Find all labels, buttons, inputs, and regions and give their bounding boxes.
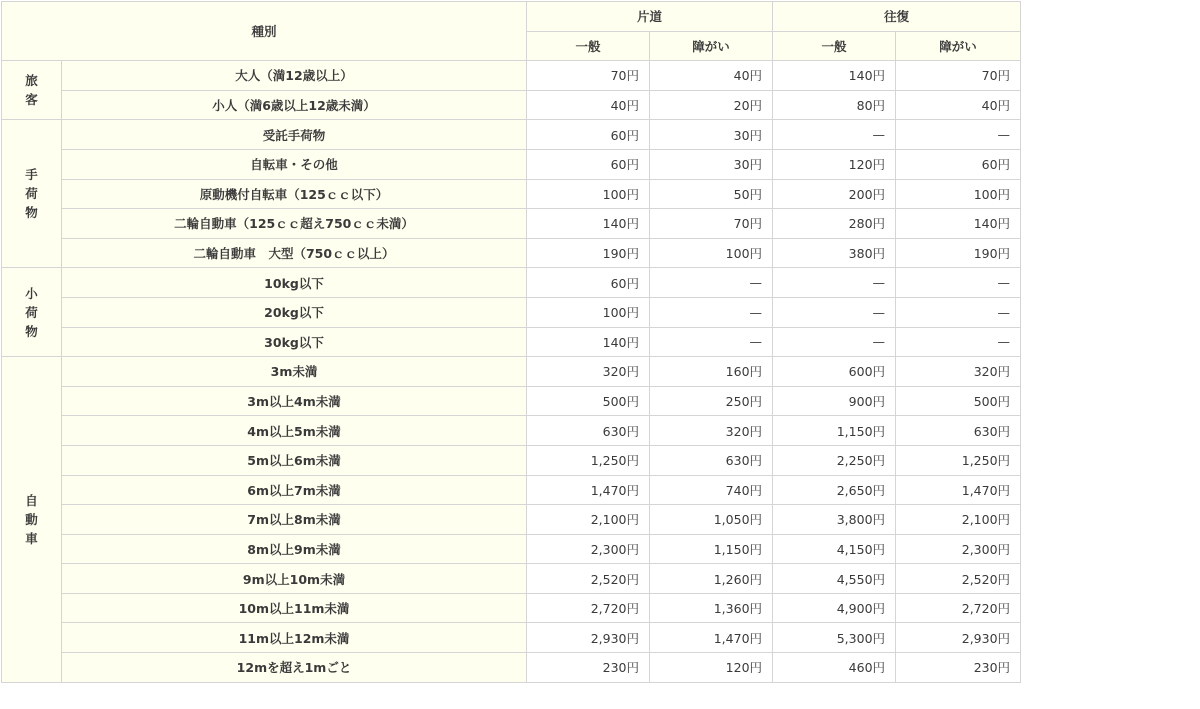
- one-way-general-fare: 1,470円: [527, 475, 650, 505]
- row-label: 11m以上12m未満: [62, 623, 527, 653]
- one-way-general-fare: 500円: [527, 386, 650, 416]
- round-trip-general-fare: 280円: [773, 209, 896, 239]
- one-way-general-fare: 100円: [527, 297, 650, 327]
- round-trip-header: 往復: [773, 2, 1021, 32]
- fare-table: [1, 1, 1021, 683]
- category-cell: [2, 268, 62, 357]
- one-way-general-fare: 60円: [527, 120, 650, 150]
- one-way-general-fare: 320円: [527, 357, 650, 387]
- one-way-disabled-fare: —: [650, 297, 773, 327]
- category-char: 車: [25, 530, 38, 546]
- one-way-general-fare: 40円: [527, 90, 650, 120]
- table-row: [2, 416, 1021, 446]
- one-way-disabled-fare: 30円: [650, 149, 773, 179]
- round-trip-disabled-header: 障がい: [896, 31, 1021, 61]
- one-way-general-fare: 70円: [527, 61, 650, 91]
- one-way-disabled-fare: 70円: [650, 209, 773, 239]
- category-char: 動: [25, 511, 38, 527]
- table-row: [2, 653, 1021, 683]
- one-way-disabled-fare: 50円: [650, 179, 773, 209]
- table-row: [2, 534, 1021, 564]
- round-trip-general-fare: —: [773, 297, 896, 327]
- round-trip-disabled-fare: —: [896, 327, 1021, 357]
- round-trip-general-fare: —: [773, 327, 896, 357]
- row-label: 二輪自動車（125ｃｃ超え750ｃｃ未満）: [62, 209, 527, 239]
- category-char: 物: [25, 205, 38, 221]
- round-trip-disabled-fare: 1,250円: [896, 445, 1021, 475]
- one-way-general-fare: 1,250円: [527, 445, 650, 475]
- category-char: 物: [25, 323, 38, 339]
- row-label: 自転車・その他: [62, 149, 527, 179]
- one-way-disabled-fare: 1,260円: [650, 564, 773, 594]
- table-row: [2, 445, 1021, 475]
- row-label: 4m以上5m未満: [62, 416, 527, 446]
- one-way-general-fare: 2,720円: [527, 593, 650, 623]
- table-row: [2, 61, 1021, 91]
- table-row: [2, 268, 1021, 298]
- round-trip-general-fare: 4,550円: [773, 564, 896, 594]
- one-way-general-fare: 60円: [527, 268, 650, 298]
- round-trip-disabled-fare: 630円: [896, 416, 1021, 446]
- row-label: 9m以上10m未満: [62, 564, 527, 594]
- round-trip-disabled-fare: 2,300円: [896, 534, 1021, 564]
- table-row: [2, 179, 1021, 209]
- one-way-disabled-fare: 120円: [650, 653, 773, 683]
- round-trip-disabled-fare: 2,930円: [896, 623, 1021, 653]
- one-way-header: 片道: [527, 2, 773, 32]
- table-row: [2, 297, 1021, 327]
- row-label: 12mを超え1mごと: [62, 653, 527, 683]
- one-way-disabled-fare: —: [650, 327, 773, 357]
- table-row: [2, 149, 1021, 179]
- one-way-general-fare: 2,520円: [527, 564, 650, 594]
- row-label: 20kg以下: [62, 297, 527, 327]
- one-way-general-fare: 2,930円: [527, 623, 650, 653]
- round-trip-disabled-fare: 140円: [896, 209, 1021, 239]
- round-trip-general-header: 一般: [773, 31, 896, 61]
- round-trip-disabled-fare: —: [896, 120, 1021, 150]
- round-trip-general-fare: 5,300円: [773, 623, 896, 653]
- table-row: [2, 475, 1021, 505]
- category-char: 客: [25, 92, 38, 108]
- round-trip-general-fare: 200円: [773, 179, 896, 209]
- category-char: 荷: [25, 304, 38, 320]
- one-way-disabled-fare: 740円: [650, 475, 773, 505]
- one-way-disabled-fare: 30円: [650, 120, 773, 150]
- round-trip-general-fare: —: [773, 120, 896, 150]
- one-way-disabled-fare: —: [650, 268, 773, 298]
- category-char: 手: [25, 167, 38, 183]
- category-char: 小: [25, 285, 38, 301]
- row-label: 7m以上8m未満: [62, 505, 527, 535]
- round-trip-disabled-fare: —: [896, 268, 1021, 298]
- round-trip-general-fare: 2,250円: [773, 445, 896, 475]
- type-header: 種別: [2, 2, 527, 61]
- round-trip-disabled-fare: 320円: [896, 357, 1021, 387]
- category-char: 荷: [25, 186, 38, 202]
- one-way-disabled-fare: 1,470円: [650, 623, 773, 653]
- round-trip-disabled-fare: 100円: [896, 179, 1021, 209]
- row-label: 30kg以下: [62, 327, 527, 357]
- round-trip-disabled-fare: 2,100円: [896, 505, 1021, 535]
- round-trip-disabled-fare: —: [896, 297, 1021, 327]
- round-trip-general-fare: 460円: [773, 653, 896, 683]
- fare-table-header: [2, 2, 1021, 61]
- table-row: [2, 564, 1021, 594]
- one-way-general-fare: 2,100円: [527, 505, 650, 535]
- one-way-general-fare: 140円: [527, 209, 650, 239]
- table-row: [2, 623, 1021, 653]
- round-trip-disabled-fare: 1,470円: [896, 475, 1021, 505]
- row-label: 3m未満: [62, 357, 527, 387]
- one-way-disabled-fare: 40円: [650, 61, 773, 91]
- one-way-disabled-fare: 1,150円: [650, 534, 773, 564]
- one-way-general-fare: 230円: [527, 653, 650, 683]
- one-way-general-fare: 100円: [527, 179, 650, 209]
- round-trip-general-fare: 2,650円: [773, 475, 896, 505]
- round-trip-general-fare: 380円: [773, 238, 896, 268]
- round-trip-general-fare: —: [773, 268, 896, 298]
- row-label: 受託手荷物: [62, 120, 527, 150]
- row-label: 8m以上9m未満: [62, 534, 527, 564]
- round-trip-disabled-fare: 70円: [896, 61, 1021, 91]
- category-cell: [2, 357, 62, 683]
- one-way-general-fare: 630円: [527, 416, 650, 446]
- round-trip-general-fare: 140円: [773, 61, 896, 91]
- round-trip-general-fare: 4,150円: [773, 534, 896, 564]
- round-trip-general-fare: 1,150円: [773, 416, 896, 446]
- row-label: 5m以上6m未満: [62, 445, 527, 475]
- table-row: [2, 386, 1021, 416]
- one-way-general-header: 一般: [527, 31, 650, 61]
- one-way-disabled-fare: 100円: [650, 238, 773, 268]
- round-trip-disabled-fare: 2,520円: [896, 564, 1021, 594]
- one-way-disabled-fare: 1,050円: [650, 505, 773, 535]
- round-trip-general-fare: 600円: [773, 357, 896, 387]
- row-label: 10m以上11m未満: [62, 593, 527, 623]
- one-way-general-fare: 60円: [527, 149, 650, 179]
- category-char: 旅: [25, 73, 38, 89]
- round-trip-disabled-fare: 60円: [896, 149, 1021, 179]
- row-label: 6m以上7m未満: [62, 475, 527, 505]
- one-way-general-fare: 2,300円: [527, 534, 650, 564]
- round-trip-general-fare: 120円: [773, 149, 896, 179]
- fare-table-body: [2, 61, 1021, 682]
- one-way-general-fare: 140円: [527, 327, 650, 357]
- round-trip-disabled-fare: 40円: [896, 90, 1021, 120]
- table-row: [2, 238, 1021, 268]
- row-label: 10kg以下: [62, 268, 527, 298]
- table-row: [2, 593, 1021, 623]
- one-way-disabled-fare: 630円: [650, 445, 773, 475]
- round-trip-disabled-fare: 230円: [896, 653, 1021, 683]
- round-trip-general-fare: 80円: [773, 90, 896, 120]
- row-label: 原動機付自転車（125ｃｃ以下）: [62, 179, 527, 209]
- table-row: [2, 209, 1021, 239]
- row-label: 小人（満6歳以上12歳未満）: [62, 90, 527, 120]
- row-label: 大人（満12歳以上）: [62, 61, 527, 91]
- round-trip-general-fare: 4,900円: [773, 593, 896, 623]
- one-way-disabled-fare: 250円: [650, 386, 773, 416]
- one-way-disabled-header: 障がい: [650, 31, 773, 61]
- category-char: 自: [25, 492, 38, 508]
- table-row: [2, 90, 1021, 120]
- round-trip-general-fare: 900円: [773, 386, 896, 416]
- one-way-disabled-fare: 20円: [650, 90, 773, 120]
- category-cell: [2, 120, 62, 268]
- table-row: [2, 327, 1021, 357]
- round-trip-general-fare: 3,800円: [773, 505, 896, 535]
- one-way-general-fare: 190円: [527, 238, 650, 268]
- row-label: 3m以上4m未満: [62, 386, 527, 416]
- round-trip-disabled-fare: 2,720円: [896, 593, 1021, 623]
- table-row: [2, 505, 1021, 535]
- category-cell: [2, 61, 62, 120]
- row-label: 二輪自動車 大型（750ｃｃ以上）: [62, 238, 527, 268]
- round-trip-disabled-fare: 190円: [896, 238, 1021, 268]
- one-way-disabled-fare: 320円: [650, 416, 773, 446]
- one-way-disabled-fare: 1,360円: [650, 593, 773, 623]
- one-way-disabled-fare: 160円: [650, 357, 773, 387]
- round-trip-disabled-fare: 500円: [896, 386, 1021, 416]
- table-row: [2, 120, 1021, 150]
- table-row: [2, 357, 1021, 387]
